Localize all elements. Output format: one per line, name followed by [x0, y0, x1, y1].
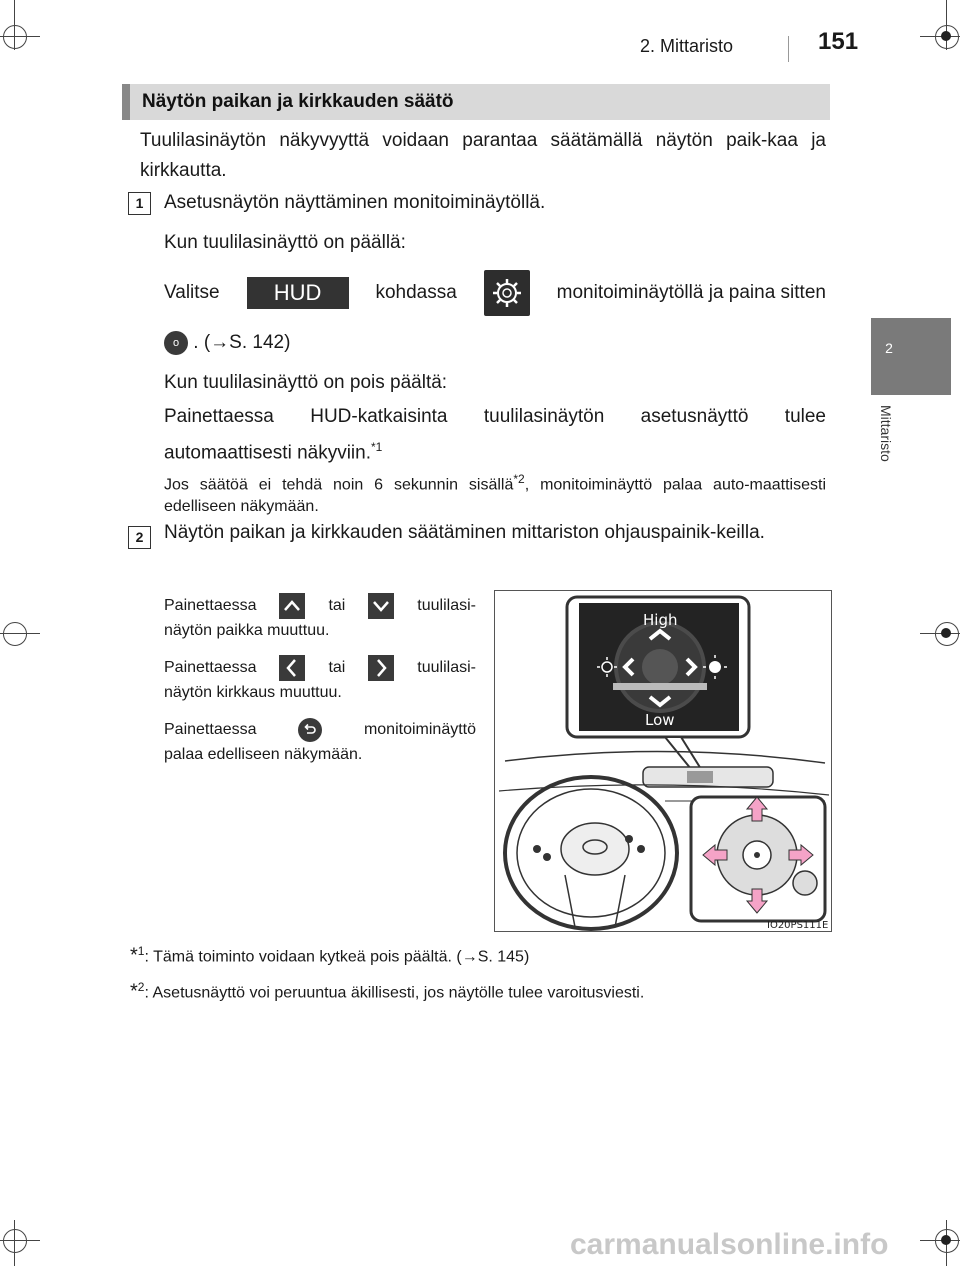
- select-suffix: monitoiminäytöllä ja paina sitten: [556, 282, 826, 303]
- chapter-title: 2. Mittaristo: [640, 36, 734, 56]
- footnote-1-text: : Tämä toiminto voidaan kytkeä pois päältä. (→S. 145): [144, 948, 530, 966]
- footnote-2-sup: 2: [137, 980, 145, 994]
- step-2-brightness-text: [164, 654, 476, 704]
- p2-c: näytön kirkkaus muuttuu.: [164, 684, 342, 701]
- illustration-code: IO20PS111E: [767, 920, 829, 931]
- hud-button: HUD: [247, 277, 349, 309]
- intro-paragraph: Tuulilasinäytön näkyvyyttä voidaan parantaa säätämällä näytön paik-kaa ja kirkkautta.: [140, 130, 826, 181]
- step-1-title: Asetusnäytön näyttäminen monitoiminäytöllä.: [164, 192, 546, 213]
- footnote-2: [130, 976, 850, 1004]
- chevron-left-icon: [279, 655, 305, 681]
- footnote-1: [130, 940, 850, 968]
- p1-c: näytön paikka muuttuu.: [164, 622, 330, 639]
- step-1-when-on: Kun tuulilasinäyttö on päällä:: [164, 232, 406, 253]
- p3-a: Painettaessa: [164, 721, 257, 738]
- page-number: 151: [818, 28, 859, 55]
- section-title: Näytön paikan ja kirkkauden säätö: [122, 84, 830, 120]
- select-middle: kohdassa: [375, 282, 457, 303]
- footnote-1-mark: *: [130, 944, 138, 967]
- ok-button-icon: o: [164, 331, 188, 355]
- p3-b: monitoiminäyttö: [363, 721, 476, 738]
- footnote-ref-2: *2: [513, 472, 525, 486]
- watermark: carmanualsonline.info: [570, 1228, 889, 1261]
- low-label: Low: [645, 711, 675, 729]
- step-1-number: 1: [128, 192, 151, 215]
- footnote-2-text: : Asetusnäyttö voi peruuntua äkillisesti, jos näytölle tulee varoitusviesti.: [144, 984, 645, 1002]
- select-prefix: Valitse: [164, 282, 220, 303]
- step-1-note: [164, 468, 826, 518]
- note-a: Jos säätöä ei tehdä noin 6 sekunnin sisällä: [164, 476, 514, 494]
- back-icon: [298, 718, 322, 742]
- step-1-select-line: [164, 268, 826, 318]
- dashboard-illustration: [494, 590, 832, 932]
- header-divider: [788, 36, 789, 62]
- high-label: High: [643, 611, 678, 629]
- p2-a: Painettaessa: [164, 659, 257, 676]
- step-2-position-text: [164, 592, 476, 642]
- chevron-up-icon: [279, 593, 305, 619]
- p1-b: tuulilasi-: [417, 597, 476, 614]
- step-2-title: Näytön paikan ja kirkkauden säätäminen mittariston ohjauspainik-keilla.: [164, 522, 765, 543]
- step-1-ok-line: [164, 328, 824, 358]
- p2-tai: tai: [328, 659, 346, 676]
- gear-icon: [484, 270, 530, 316]
- step-1-when-off: Kun tuulilasinäyttö on pois päältä:: [164, 372, 448, 393]
- step-1-ref: . (→S. 142): [193, 332, 291, 353]
- footnote-ref-1: *1: [371, 440, 383, 454]
- footnote-1-sup: 1: [137, 944, 145, 958]
- p1-tai: tai: [328, 597, 346, 614]
- step-2-number: 2: [128, 526, 151, 549]
- p3-c: palaa edelliseen näkymään.: [164, 746, 363, 763]
- step-1-press-text: [164, 402, 826, 468]
- step-2-back-text: [164, 716, 476, 766]
- chevron-down-icon: [368, 593, 394, 619]
- side-tab: [871, 318, 951, 395]
- chevron-right-icon: [368, 655, 394, 681]
- footnote-2-mark: *: [130, 980, 138, 1003]
- note-b: , monitoiminäyttö palaa auto-maattisesti edelliseen näkymään.: [164, 476, 826, 516]
- press-text: Painettaessa HUD-katkaisinta tuulilasinäytön asetusnäyttö tulee automaattisesti näkyviin.: [164, 406, 826, 464]
- side-tab-number: 2: [885, 340, 893, 356]
- p1-a: Painettaessa: [164, 597, 257, 614]
- side-tab-label: Mittaristo: [878, 405, 894, 462]
- p2-b: tuulilasi-: [417, 659, 476, 676]
